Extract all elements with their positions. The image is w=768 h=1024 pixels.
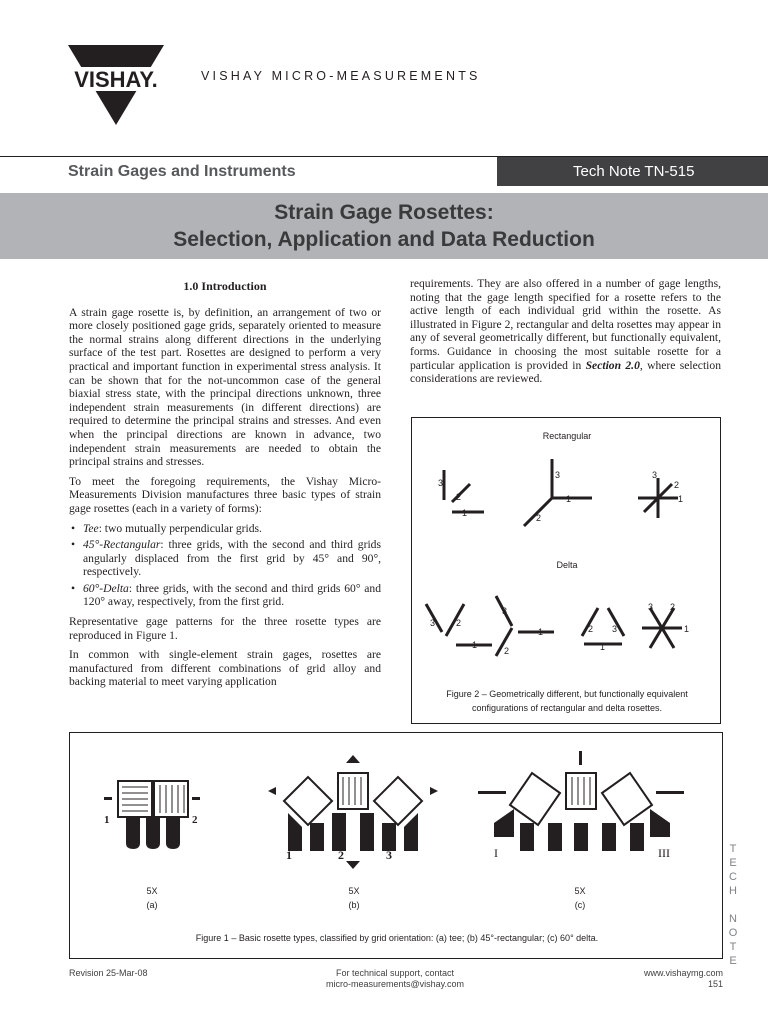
side-tab — [727, 842, 739, 968]
side-tab-letter: T — [729, 941, 737, 953]
fig2-num-1: 1 — [600, 642, 606, 652]
delta-rosette — [478, 751, 684, 860]
intro-paragraph-3: Representative gage patterns for the three rosette types are reproduced in Figure 1. — [69, 615, 381, 642]
logo-text: VISHAY. — [74, 67, 158, 92]
intro-paragraph-5: requirements. They are also offered in a number of gage lengths, noting that the gage length specified for a rosette refers to the active length of each individual grid within the rosette. As illustrated in Figure 2, rectangular and delta rosettes may appear in any of several geometrically different, but functionally equivalent, forms. Guidance in choosing the most suitable rosette for a particular application is provided in Section 2.0, where selection considerations are reviewed. — [410, 277, 721, 386]
fig2-num-3: 3 — [555, 470, 561, 480]
figure-1-caption: Figure 1 – Basic rosette types, classified by grid orientation: (a) tee; (b) 45°-rectangular; (c) 60° delta. — [195, 933, 599, 943]
fig2-num-1: 1 — [538, 627, 544, 637]
side-tab-letter: T — [729, 843, 737, 855]
intro-paragraph-2: To meet the foregoing requirements, the Vishay Micro-Measurements Division manufactures three basic types of strain gage rosettes (each in a variety of forms): — [69, 474, 381, 515]
website-link[interactable]: www.vishaymg.com — [643, 968, 723, 978]
side-tab-letter: O — [728, 927, 738, 939]
fig1-a-grid-2: 2 — [192, 814, 198, 826]
figure-1 — [69, 732, 723, 959]
fig1-c-grid-1: I — [494, 846, 498, 860]
right-column — [410, 277, 721, 392]
fig2-num-2: 2 — [674, 480, 680, 490]
rosette-type-list — [69, 522, 381, 610]
fig1-b-grid-1: 1 — [286, 848, 292, 862]
side-tab-letter: E — [729, 955, 737, 967]
left-column — [69, 277, 381, 695]
fig1-c-magnification: 5X — [574, 886, 586, 896]
fig2-num-2: 2 — [670, 602, 676, 612]
fig2-num-2: 2 — [504, 646, 510, 656]
page-number: 151 — [707, 979, 723, 989]
fig2-num-1: 1 — [684, 624, 690, 634]
section-ref: Section 2.0 — [585, 358, 640, 372]
side-tab-letter: N — [729, 913, 737, 925]
title-line-2: Selection, Application and Data Reduction — [173, 228, 595, 251]
section-title: Strain Gages and Instruments — [68, 163, 296, 180]
rosette-patterns — [70, 733, 724, 960]
list-item-delta: • 60°-Delta: three grids, with the second and third grids 60° and 120° away, respectively, from the first grid. — [69, 582, 381, 609]
fig2-num-1: 1 — [462, 508, 468, 518]
rectangular-rosette — [268, 755, 438, 869]
fig1-b-grid-2: 2 — [338, 848, 344, 862]
footer-right — [560, 968, 723, 990]
fig1-b-magnification: 5X — [348, 886, 360, 896]
rectangular-label: Rectangular — [542, 431, 592, 441]
side-tab-letter — [727, 898, 739, 912]
fig1-a-magnification: 5X — [146, 886, 158, 896]
fig1-a-grid-1: 1 — [104, 814, 110, 826]
list-item-rectangular: • 45°-Rectangular: three grids, with the second and third grids angularly displaced from the first grid by 45° and 90°, respectively. — [69, 538, 381, 579]
support-text: For technical support, contact — [335, 968, 455, 978]
fig2-num-3: 3 — [612, 624, 618, 634]
side-tab-letter: C — [729, 871, 737, 883]
title-band — [0, 193, 768, 259]
fig2-num-1: 1 — [678, 494, 684, 504]
fig1-b-label: (b) — [348, 900, 360, 910]
fig1-a-label: (a) — [146, 900, 158, 910]
fig1-c-grid-3: III — [658, 846, 670, 860]
fig2-num-2: 2 — [588, 624, 594, 634]
delta-label: Delta — [556, 560, 578, 570]
figure-2-caption: Figure 2 – Geometrically different, but functionally equivalent configurations of rectangular and delta rosettes. — [446, 689, 688, 713]
fig1-c-label: (c) — [574, 900, 586, 910]
fig2-num-3: 3 — [652, 470, 658, 480]
fig2-num-2: 2 — [456, 492, 462, 502]
rosette-diagrams — [412, 418, 722, 725]
fig2-num-1: 1 — [566, 494, 572, 504]
fig2-num-3: 3 — [502, 606, 508, 616]
fig2-num-2: 2 — [456, 618, 462, 628]
fig2-num-3: 3 — [648, 602, 654, 612]
side-tab-letter: E — [729, 857, 737, 869]
fig2-num-2: 2 — [536, 513, 542, 523]
fig2-num-3: 3 — [438, 478, 444, 488]
fig1-b-grid-3: 3 — [386, 848, 392, 862]
list-item-tee: • Tee: two mutually perpendicular grids. — [69, 522, 381, 536]
intro-paragraph-4: In common with single-element strain gages, rosettes are manufactured from different combinations of grid alloy and backing material to meet varying application — [69, 648, 381, 689]
footer-revision: Revision 25-Mar-08 — [69, 968, 148, 978]
vishay-logo — [66, 45, 166, 125]
tech-note-badge: Tech Note TN-515 — [497, 157, 768, 186]
intro-paragraph-1: A strain gage rosette is, by definition, an arrangement of two or more closely positioned gage grids, separately oriented to measure the normal strains along different directions in the underlying surface of the test part. Rosettes are designed to perform a very practical and important function in experimental stress analysis. It can be shown that for the not-uncommon case of the general biaxial stress state, with the principal directions unknown, three independent strain measurements (in different directions) are required to determine the principal strains and stresses. And even when the principal directions are known in advance, two independent strain measurements are needed to obtain the principal strains and stresses. — [69, 305, 381, 469]
support-email-link[interactable]: micro-measurements@vishay.com — [325, 979, 464, 989]
fig2-num-3: 3 — [430, 618, 436, 628]
company-name: VISHAY MICRO-MEASUREMENTS — [201, 69, 481, 83]
title-line-1: Strain Gage Rosettes: — [274, 201, 494, 224]
intro-heading: 1.0 Introduction — [183, 279, 267, 293]
footer-support — [280, 968, 510, 990]
tee-rosette — [104, 781, 200, 849]
figure-2 — [411, 417, 721, 724]
fig2-num-1: 1 — [472, 640, 478, 650]
side-tab-letter: H — [729, 885, 737, 897]
